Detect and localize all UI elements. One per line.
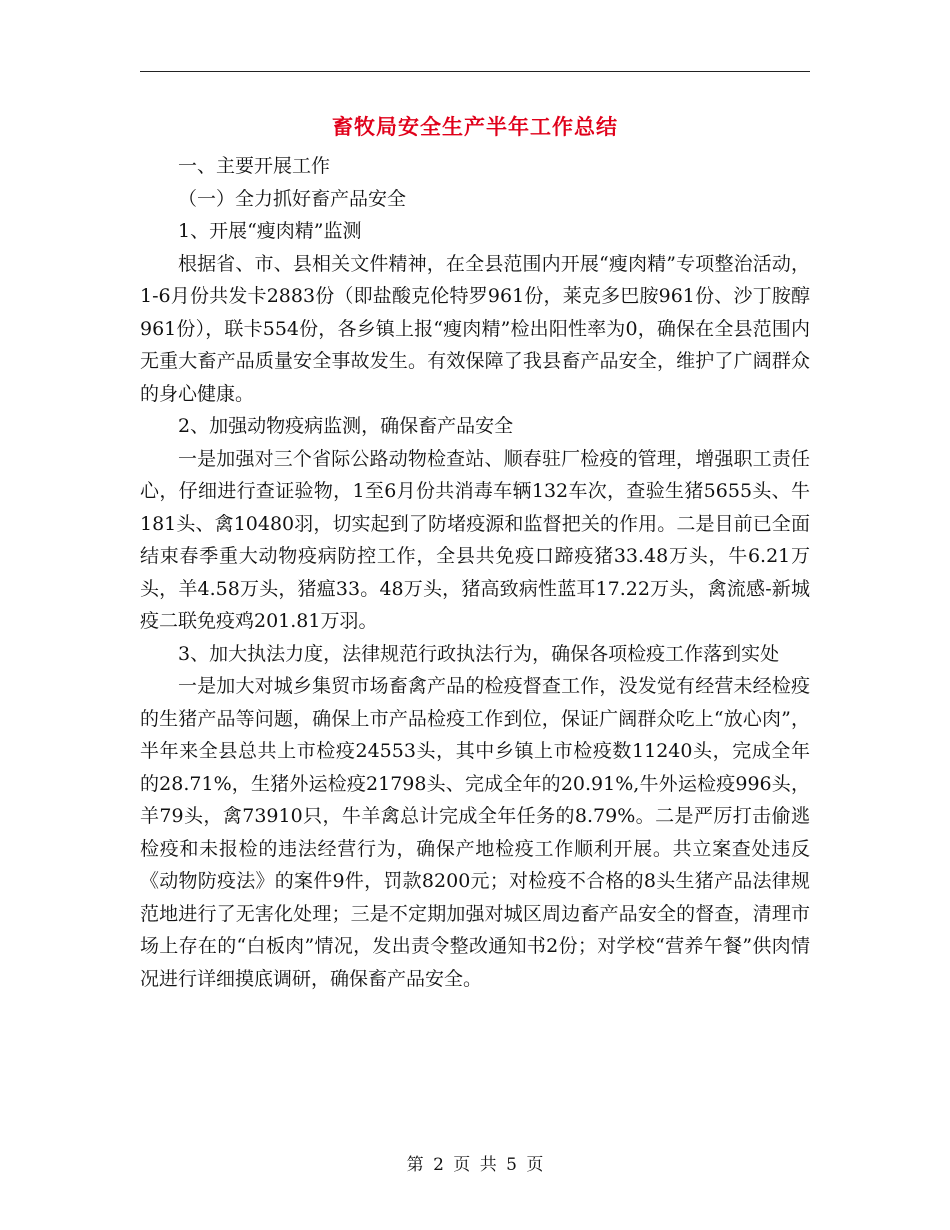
footer-label-total-unit: 页 <box>526 1155 544 1175</box>
item-heading: 2、加强动物疫病监测，确保畜产品安全 <box>178 415 514 437</box>
current-page-number: 2 <box>433 1155 444 1175</box>
item-heading: 1、开展“瘦肉精”监测 <box>178 220 362 242</box>
footer-label-total: 共 <box>479 1155 497 1175</box>
footer-label-page: 第 <box>406 1155 424 1175</box>
header-rule <box>140 71 810 72</box>
subsection-heading: （一）全力抓好畜产品安全 <box>178 187 407 210</box>
body-paragraph: 一是加大对城乡集贸市场畜禽产品的检疫督查工作，没发觉有经营未经检疫的生猪产品等问题，确保上市产品检疫工作到位，保证广阔群众吃上“放心肉”，半年来全县总共上市检疫24553头，其中乡镇上市检疫数11240头，完成全年的28.71%，生猪外运检疫21798头、完成全年的20.91%,牛外运检疫996头，羊79头，禽73910只，牛羊禽总计完成全年任务的8.79%。二是严厉打击偷逃检疫和未报检的违法经营行为，确保产地检疫工作顺利开展。共立案查处违反《动物防疫法》的案件9件，罚款8200元；对检疫不合格的8头生猪产品法律规范地进行了无害化处理；三是不定期加强对城区周边畜产品安全的督查，清理市场上存在的“白板肉”情况，发出责令整改通知书2份；对学校“营养午餐”供肉情况进行详细摸底调研，确保畜产品安全。 <box>140 675 810 990</box>
body-paragraph: 一是加强对三个省际公路动物检查站、顺春驻厂检疫的管理，增强职工责任心，仔细进行查证验物，1至6月份共消毒车辆132车次，查验生猪5655头、牛181头、禽10480羽，切实起到了防堵疫源和监督把关的作用。二是目前已全面结束春季重大动物疫病防控工作，全县共免疫口蹄疫猪33.48万头，牛6.21万头，羊4.58万头，猪瘟33。48万头，猪高致病性蓝耳17.22万头，禽流感-新城疫二联免疫鸡201.81万羽。 <box>140 447 810 632</box>
document-body <box>140 150 810 995</box>
footer-label-page-unit: 页 <box>453 1155 471 1175</box>
page-footer <box>140 1153 810 1177</box>
document-title: 畜牧局安全生产半年工作总结 <box>332 114 618 139</box>
total-pages-number: 5 <box>506 1155 517 1175</box>
section-heading: 一、主要开展工作 <box>178 155 331 177</box>
item-heading: 3、加大执法力度，法律规范行政执法行为，确保各项检疫工作落到实处 <box>178 642 780 665</box>
body-paragraph: 根据省、市、县相关文件精神，在全县范围内开展“瘦肉精”专项整治活动，1-6月份共发卡2883份（即盐酸克伦特罗961份，莱克多巴胺961份、沙丁胺醇961份），联卡554份，各乡镇上报“瘦肉精”检出阳性率为0，确保在全县范围内无重大畜产品质量安全事故发生。有效保障了我县畜产品安全，维护了广阔群众的身心健康。 <box>140 252 810 405</box>
